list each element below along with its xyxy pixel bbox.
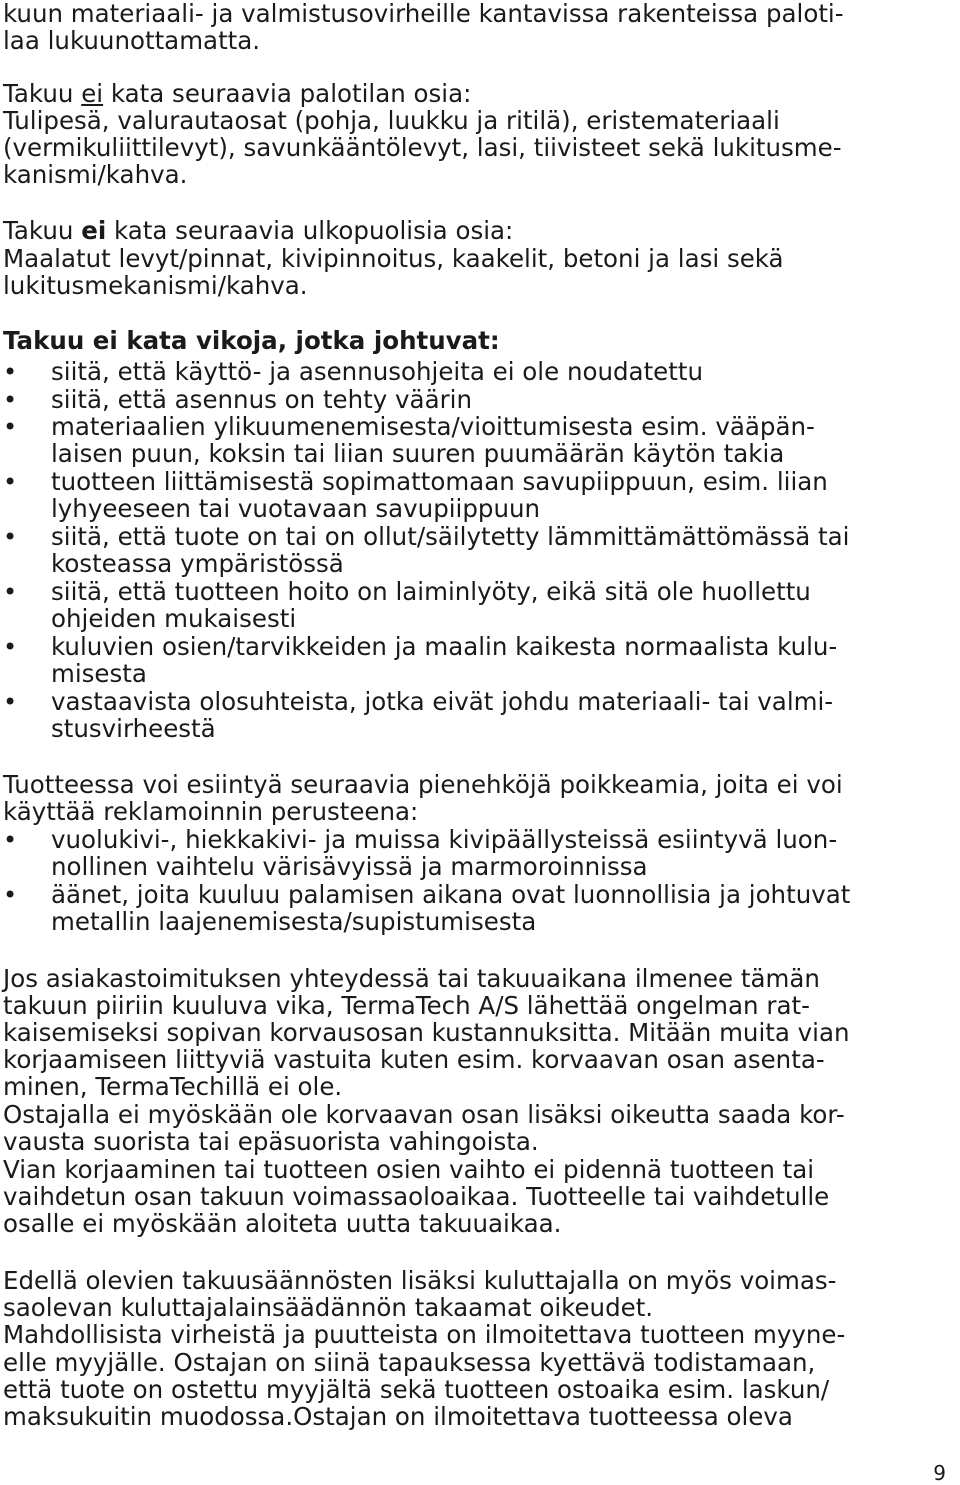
bullet-icon: [3, 826, 17, 854]
defect-item-1: siitä, että käyttö- ja asennusohjeita ei ole noudatettu: [51, 357, 703, 386]
service-line-6: Ostajalla ei myöskään ole korvaavan osan lisäksi oikeutta saada kor-: [3, 1100, 845, 1129]
external-heading: Takuu ei kata seuraavia ulkopuolisia osia:: [3, 216, 514, 245]
internal-line-2: (vermikuliittilevyt), savunkääntölevyt, lasi, tiivisteet sekä lukitusme-: [3, 133, 842, 162]
bullet-icon: [3, 633, 17, 661]
service-line-4: korjaamiseen liittyviä vastuita kuten esim. korvaavan osan asenta-: [3, 1045, 825, 1074]
defect-item-5: siitä, että tuote on tai on ollut/säilytetty lämmittämättömässä tai: [51, 522, 850, 551]
bullet-icon: [3, 413, 17, 441]
bullet-icon: [3, 688, 17, 716]
defect-item-6: siitä, että tuotteen hoito on laiminlyöty, eikä sitä ole huollettu: [51, 577, 811, 606]
intro-line-1: kuun materiaali- ja valmistusovirheille kantavissa rakenteissa paloti-: [3, 0, 844, 28]
internal-line-3: kanismi/kahva.: [3, 160, 188, 189]
internal-heading: Takuu ei kata seuraavia palotilan osia:: [3, 79, 472, 108]
deviation-item-2-cont: metallin laajenemisesta/supistumisesta: [51, 907, 537, 936]
emphasis-ei: ei: [81, 79, 104, 108]
intro-line-2: laa lukuunottamatta.: [3, 26, 261, 55]
internal-line-1: Tulipesä, valurautaosat (pohja, luukku ja ritilä), eristemateriaali: [3, 106, 780, 135]
bullet-icon: [3, 358, 17, 386]
defect-item-3: materiaalien ylikuumenemisesta/vioittumisesta esim. vääрän-: [51, 412, 815, 441]
bullet-icon: [3, 881, 17, 909]
defects-heading: Takuu ei kata vikoja, jotka johtuvat:: [3, 326, 500, 355]
page-number: 9: [933, 1461, 946, 1485]
bullet-icon: [3, 386, 17, 414]
bullet-icon: [3, 578, 17, 606]
consumer-line-5: että tuote on ostettu myyjältä sekä tuotteen ostoaika esim. laskun/: [3, 1375, 830, 1404]
service-line-10: osalle ei myöskään aloiteta uutta takuuaikaa.: [3, 1209, 562, 1238]
deviation-item-1-cont: nollinen vaihtelu värisävyissä ja marmoroinnissa: [51, 852, 648, 881]
defect-item-8: vastaavista olosuhteista, jotka eivät johdu materiaali- tai valmi-: [51, 687, 834, 716]
defect-item-6-cont: ohjeiden mukaisesti: [51, 604, 297, 633]
defect-item-8-cont: stusvirheestä: [51, 714, 216, 743]
defect-item-5-cont: kosteassa ympäristössä: [51, 549, 344, 578]
defect-item-7-cont: misesta: [51, 659, 147, 688]
service-line-2: takuun piiriin kuuluva vika, TermaTech A/S lähettää ongelman rat-: [3, 991, 810, 1020]
defect-item-2: siitä, että asennus on tehty väärin: [51, 385, 472, 414]
defect-item-3-cont: laisen puun, koksin tai liian suuren puumäärän käytön takia: [51, 439, 785, 468]
defect-item-4-cont: lyhyeeseen tai vuotavaan savupiippuun: [51, 494, 541, 523]
external-line-2: lukitusmekanismi/kahva.: [3, 271, 308, 300]
service-line-5: minen, TermaTechillä ei ole.: [3, 1072, 343, 1101]
emphasis-ei-bold: ei: [81, 216, 107, 245]
bullet-icon: [3, 523, 17, 551]
consumer-line-3: Mahdollisista virheistä ja puutteista on ilmoitettava tuotteen myyne-: [3, 1320, 846, 1349]
deviations-line-1: Tuotteessa voi esiintyä seuraavia pienehköjä poikkeamia, joita ei voi: [3, 770, 843, 799]
defect-item-7: kuluvien osien/tarvikkeiden ja maalin kaikesta normaalista kulu-: [51, 632, 838, 661]
external-line-1: Maalatut levyt/pinnat, kivipinnoitus, kaakelit, betoni ja lasi sekä: [3, 244, 784, 273]
service-line-7: vausta suorista tai epäsuorista vahingoista.: [3, 1127, 539, 1156]
consumer-line-1: Edellä olevien takuusäännösten lisäksi kuluttajalla on myös voimas-: [3, 1266, 837, 1295]
service-line-1: Jos asiakastoimituksen yhteydessä tai takuuaikana ilmenee tämän: [3, 964, 820, 993]
deviation-item-2: äänet, joita kuuluu palamisen aikana ovat luonnollisia ja johtuvat: [51, 880, 851, 909]
deviations-line-2: käyttää reklamoinnin perusteena:: [3, 797, 419, 826]
consumer-line-2: saolevan kuluttajalainsäädännön takaamat oikeudet.: [3, 1293, 654, 1322]
consumer-line-4: elle myyjälle. Ostajan on siinä tapauksessa kyettävä todistamaan,: [3, 1348, 816, 1377]
bullet-icon: [3, 468, 17, 496]
defect-item-4: tuotteen liittämisestä sopimattomaan savupiippuun, esim. liian: [51, 467, 828, 496]
service-line-3: kaisemiseksi sopivan korvausosan kustannuksitta. Mitään muita vian: [3, 1018, 850, 1047]
service-line-9: vaihdetun osan takuun voimassaoloaikaa. Tuotteelle tai vaihdetulle: [3, 1182, 830, 1211]
consumer-line-6: maksukuitin muodossa.Ostajan on ilmoitettava tuotteessa oleva: [3, 1402, 793, 1431]
deviation-item-1: vuolukivi-, hiekkakivi- ja muissa kivipäällysteissä esiintyvä luon-: [51, 825, 838, 854]
service-line-8: Vian korjaaminen tai tuotteen osien vaihto ei pidennä tuotteen tai: [3, 1155, 815, 1184]
